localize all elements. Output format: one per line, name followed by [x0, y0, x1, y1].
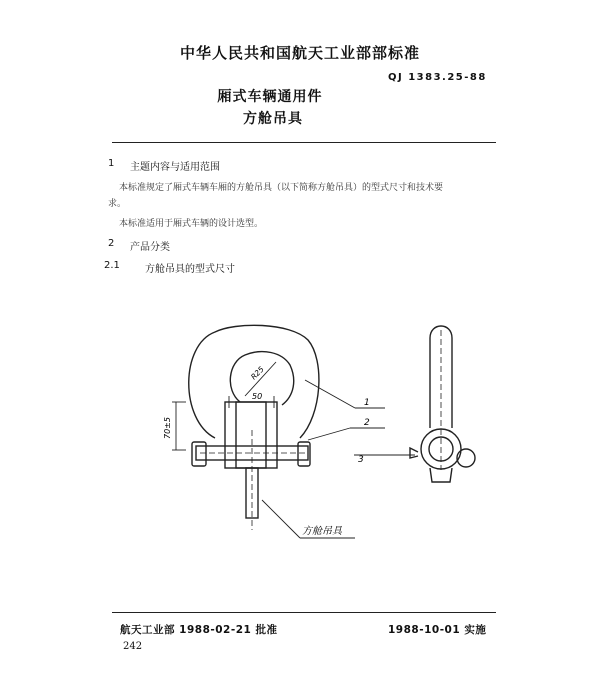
section-2-1-number: 2.1 [104, 260, 120, 271]
section-1-number: 1 [108, 158, 115, 169]
callout-3: 3 [358, 455, 364, 465]
dimension-width: 50 [252, 392, 263, 401]
section-2-1-heading: 方舱吊具的型式尺寸 [145, 264, 235, 275]
footer-rule [112, 612, 496, 613]
document-title: 厢式车辆通用件 [217, 89, 323, 105]
callout-2: 2 [364, 418, 370, 428]
standard-number: QJ 1383.25-88 [388, 72, 487, 83]
effective-date: 1988-10-01 实施 [388, 624, 487, 636]
section-2-number: 2 [108, 238, 115, 249]
drawing-caption: 方舱吊具 [302, 526, 342, 537]
front-view [189, 325, 319, 530]
page-number: 242 [123, 641, 143, 652]
callout-1: 1 [364, 398, 370, 408]
paragraph-1-end: 求。 [108, 199, 127, 209]
issuer-header: 中华人民共和国航天工业部部标准 [179, 44, 420, 62]
side-view [410, 326, 475, 482]
approval-date: 航天工业部 1988-02-21 批准 [120, 624, 278, 636]
section-2-heading: 产品分类 [130, 242, 170, 253]
paragraph-2: 本标准适用于厢式车辆的设计选型。 [119, 219, 264, 229]
dimension-radius: R25 [249, 364, 266, 382]
callout-leaders [262, 380, 415, 538]
document-subtitle: 方舱吊具 [243, 111, 303, 127]
paragraph-1: 本标准规定了厢式车辆车厢的方舱吊具（以下简称方舱吊具）的型式尺寸和技术要 [119, 183, 444, 193]
dimension-height: 70±5 [163, 417, 172, 439]
section-1-heading: 主题内容与适用范围 [130, 162, 220, 173]
